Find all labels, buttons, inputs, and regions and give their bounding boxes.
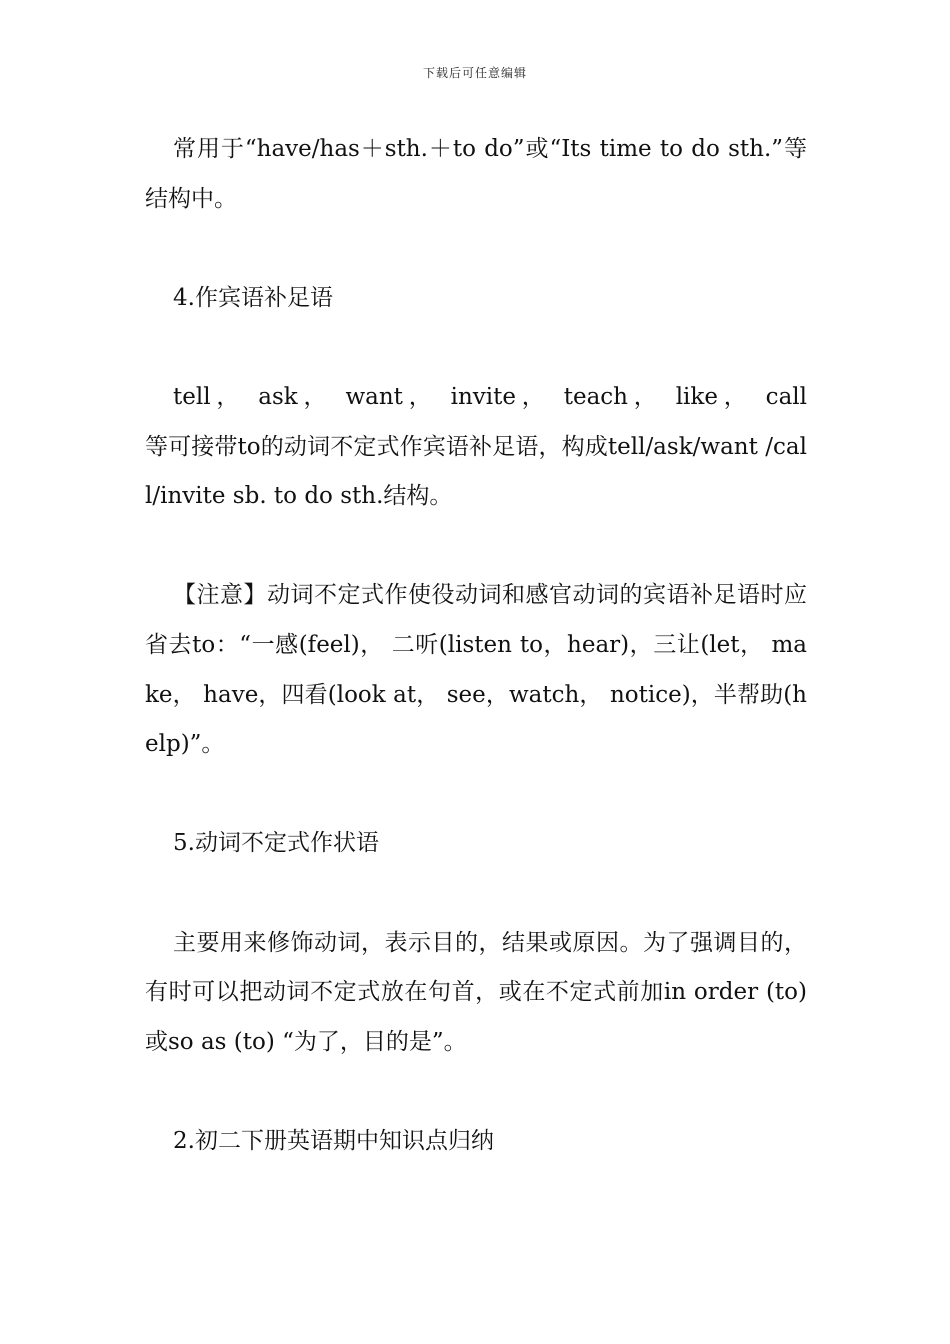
page-header: 下载后可任意编辑 <box>422 66 527 80</box>
paragraph-verb-list: tell， ask， want， invite， teach， like， call <box>173 383 807 410</box>
paragraph-object-complement <box>145 373 807 522</box>
paragraph-adverbial: 主要用来修饰动词，表示目的，结果或原因。为了强调目的，有时可以把动词不定式放在句首，或在不定式前加in order (to) 或so as (to) “为了，目的是”。 <box>145 929 807 1055</box>
heading-object-complement: 4.作宾语补足语 <box>173 284 333 311</box>
paragraph-infinitive-usage: 常用于“have/has＋sth.＋to do”或“Its time to do sth.”等结构中。 <box>145 136 807 212</box>
heading-midterm-summary: 2.初二下册英语期中知识点归纳 <box>173 1127 494 1154</box>
paragraph-note: 【注意】动词不定式作使役动词和感官动词的宾语补足语时应省去to：“一感(feel)， 二听(listen to，hear)，三让(let， make， have，四看(look at， see，watch， notice)，半帮助(help)”。 <box>145 582 807 758</box>
heading-adverbial: 5.动词不定式作状语 <box>173 830 379 857</box>
document-body <box>145 125 807 1166</box>
paragraph-verb-structure: 等可接带to的动词不定式作宾语补足语，构成tell/ask/want /call/invite sb. to do sth.结构。 <box>145 433 807 510</box>
